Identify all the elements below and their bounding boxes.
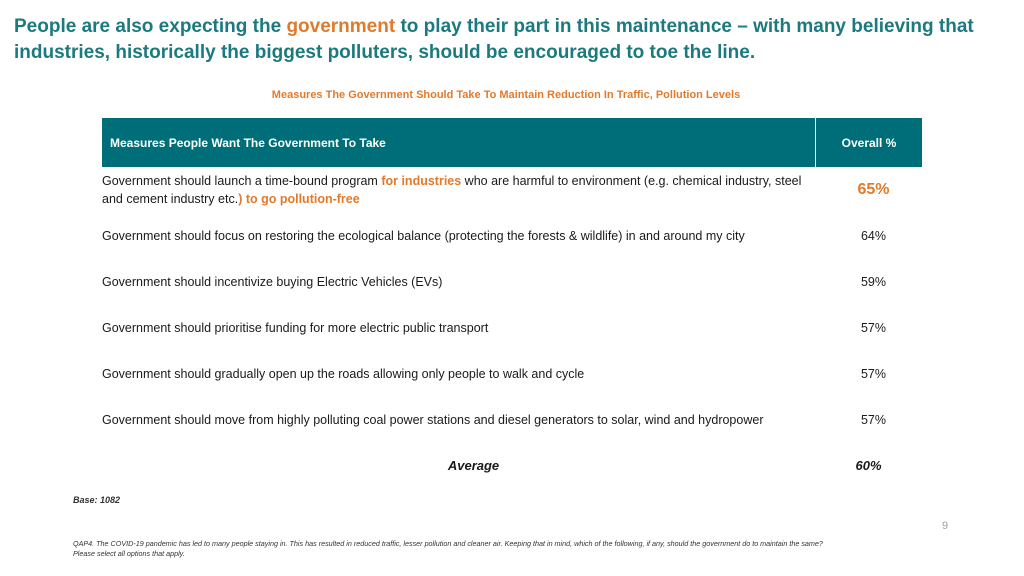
average-row (102, 443, 922, 487)
row1-text-1: Government should launch a time-bound program (102, 174, 382, 188)
header-overall: Overall % (841, 135, 897, 150)
overall-value: 57% (860, 321, 887, 335)
measure-cell: Government should move from highly polluting coal power stations and diesel generators to solar, wind and hydropower (102, 413, 764, 427)
question-footnote: QAP4. The COVID-19 pandemic has led to many people staying in. This has resulted in reduced traffic, lesser pollution and cleaner air. Keeping that in mind, which of the following, if any, should the government do to maintain the same? Please select all options that apply. (73, 539, 823, 558)
row1-accent-2: ) to go pollution-free (238, 192, 360, 206)
table-row (102, 397, 922, 443)
average-label: Average (447, 457, 500, 473)
overall-value: 57% (860, 367, 887, 381)
header-measures: Measures People Want The Government To Take (102, 118, 816, 167)
row1-text-2: who are harmful to environment (e.g. chemical industry, steel and cement industry etc. (102, 174, 802, 206)
page-number: 9 (942, 520, 949, 532)
overall-value: 59% (860, 275, 887, 289)
table-row (102, 259, 922, 305)
table-subtitle: Measures The Government Should Take To Maintain Reduction In Traffic, Pollution Levels (271, 89, 741, 101)
average-value: 60% (855, 457, 882, 473)
base-note: Base: 1082 (73, 495, 121, 505)
measure-cell: Government should focus on restoring the ecological balance (protecting the forests & wildlife) in and around my city (102, 229, 745, 243)
slide-headline (14, 14, 1004, 66)
headline-accent: government (286, 16, 396, 37)
measure-cell: Government should incentivize buying Electric Vehicles (EVs) (102, 275, 443, 289)
headline-part2: to play their part in this maintenance – with many believing that industries, historically the biggest polluters, should be encouraged to toe the line. (14, 16, 974, 63)
measure-cell (102, 167, 825, 213)
table-header (102, 118, 922, 167)
measure-cell: Government should prioritise funding for more electric public transport (102, 321, 489, 335)
measures-table (102, 118, 922, 487)
table-row (102, 167, 922, 213)
table-row (102, 213, 922, 259)
overall-value: 57% (860, 413, 887, 427)
row1-accent-1: for industries (381, 174, 462, 188)
overall-value: 64% (860, 229, 887, 243)
table-row (102, 351, 922, 397)
overall-value-highlight: 65% (857, 181, 890, 198)
measure-cell: Government should gradually open up the roads allowing only people to walk and cycle (102, 367, 585, 381)
headline-part1: People are also expecting the (14, 16, 287, 37)
table-row (102, 305, 922, 351)
